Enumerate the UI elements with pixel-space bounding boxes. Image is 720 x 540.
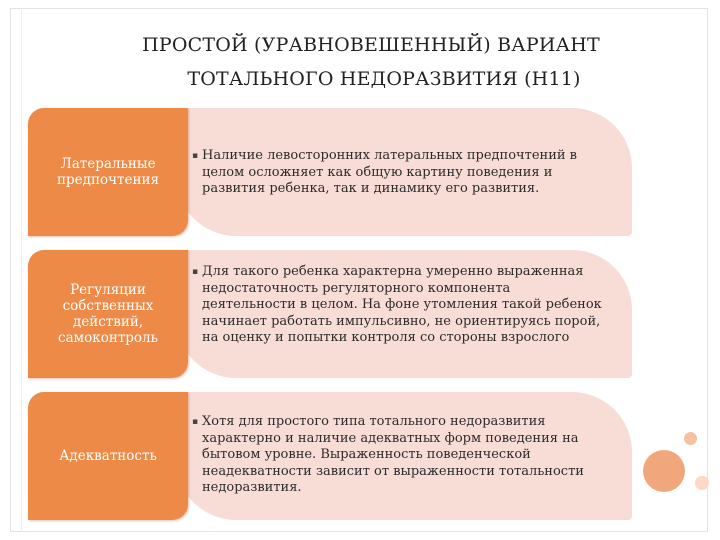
row-lateral-preferences xyxy=(28,108,628,236)
description-text xyxy=(192,148,612,198)
left-border-rule xyxy=(21,8,22,532)
category-label: Адекватность xyxy=(59,448,157,464)
category-tab xyxy=(28,250,188,378)
description-text-content: Хотя для простого типа тотального недоразвития характерно и наличие адекватных форм поведения на бытовом уровне. Выраженность поведенческой неадекватности зависит от выраженности тотальности недоразвития. xyxy=(202,414,584,495)
description-text xyxy=(192,414,607,497)
description-text-content: Наличие левосторонних латеральных предпочтений в целом осложняет как общую картину поведения и развития ребенка, так и динамику его развития. xyxy=(202,148,577,196)
category-tab xyxy=(28,108,188,236)
decorative-circle-light xyxy=(695,476,709,490)
category-label: Латеральные предпочтения xyxy=(57,156,159,188)
bullet-icon: ▪ xyxy=(192,267,199,277)
decorative-circle-small xyxy=(684,432,697,445)
description-text xyxy=(192,264,602,347)
slide-title xyxy=(60,28,700,96)
row-self-regulation xyxy=(28,250,628,378)
title-line-1: ПРОСТОЙ (УРАВНОВЕШЕННЫЙ) ВАРИАНТ xyxy=(142,34,600,56)
decorative-circle-large xyxy=(643,450,685,492)
bullet-icon: ▪ xyxy=(192,417,199,427)
title-line-2: ТОТАЛЬНОГО НЕДОРАЗВИТИЯ (Н11) xyxy=(187,68,581,90)
category-tab xyxy=(28,392,188,520)
bullet-icon: ▪ xyxy=(192,151,199,161)
description-text-content: Для такого ребенка характерна умеренно выраженная недостаточность регуляторного компонента деятельности в целом. На фоне утомления такой ребенок начинает работать импульсивно, не ориентируясь порой, на оценку и попытки контроля со стороны взрослого xyxy=(202,264,602,345)
category-label: Регуляции собственных действий, самоконтроль xyxy=(58,282,158,346)
row-adequacy xyxy=(28,392,628,520)
